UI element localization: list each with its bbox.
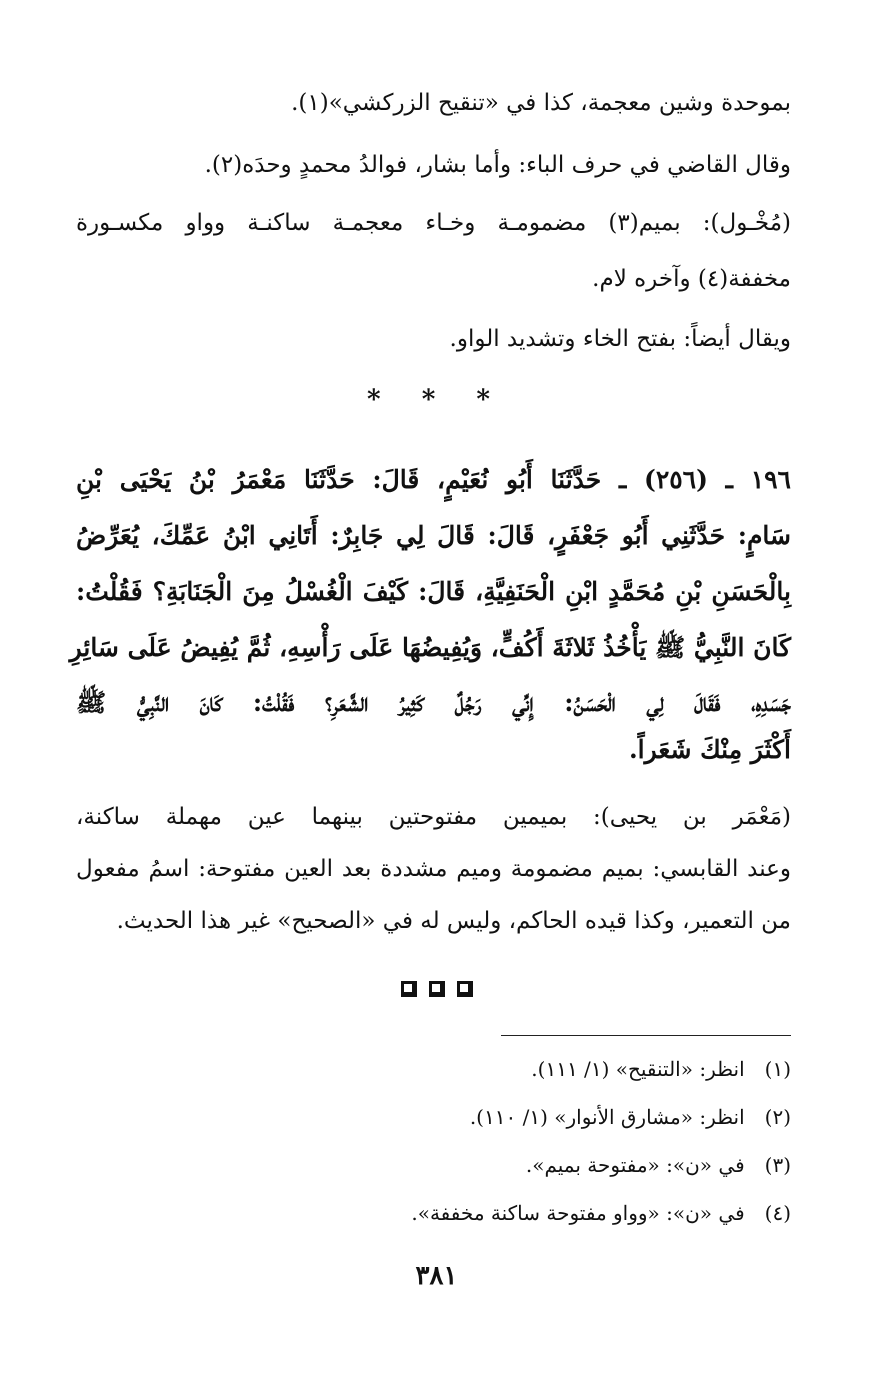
hadith-line-4: كَانَ النَّبِيُّ ﷺ يَأْخُذُ ثَلاثَةَ أَكُفٍّ، وَيُفِيضُهَا عَلَى رَأْسِهِ، ثُمَّ يُفِيضُ عَلَى سَائِرِ	[69, 633, 791, 662]
footnote-text: انظر: «مشارق الأنوار» (١/ ١١٠).	[469, 1105, 745, 1129]
body-line-3: (مُخْـول): بميم(٣) مضمومـة وخـاء معجمـة ساكنـة وواو مكسـورة	[76, 210, 791, 236]
footnote-text: في «ن»: «وواو مفتوحة ساكنة مخففة».	[411, 1201, 745, 1225]
commentary-line-2: وعند القابسي: بميم مضمومة وميم مشددة بعد العين مفتوحة: اسمُ مفعول	[76, 856, 791, 882]
hadith-line-2: سَامٍ: حَدَّثَنِي أَبُو جَعْفَرٍ، قَالَ: قَالَ لِي جَابِرٌ: أَتَانِي ابْنُ عَمِّكَ، يُعَرِّضُ	[76, 521, 791, 550]
footnote-number: (٤)	[764, 1201, 791, 1225]
footnote-number: (٢)	[764, 1105, 791, 1129]
footnote-text: انظر: «التنقيح» (١/ ١١١).	[531, 1057, 745, 1081]
footnote-number: (١)	[764, 1057, 791, 1081]
footnote-3	[526, 1150, 791, 1180]
footnote-1	[531, 1054, 791, 1084]
footnote-number: (٣)	[764, 1153, 791, 1177]
square-ornament-icon	[457, 981, 473, 997]
hadith-line-3: بِالْحَسَنِ بْنِ مُحَمَّدٍ ابْنِ الْحَنَفِيَّةِ، قَالَ: كَيْفَ الْغُسْلُ مِنَ الْجَنَابَةِ؟ فَقُلْتُ:	[76, 577, 791, 606]
square-ornament-icon	[429, 981, 445, 997]
section-separator-stars: * * *	[367, 385, 506, 415]
body-line-4: مخففة(٤) وآخره لام.	[592, 266, 791, 292]
footnote-4	[411, 1198, 791, 1228]
hadith-line-1: ١٩٦ ـ (٢٥٦) ـ حَدَّثَنَا أَبُو نُعَيْمٍ، قَالَ: حَدَّثَنَا مَعْمَرُ بْنُ يَحْيَى بْنِ	[76, 465, 791, 494]
footnote-text: في «ن»: «مفتوحة بميم».	[525, 1153, 745, 1177]
footnote-divider	[501, 1035, 791, 1036]
commentary-line-3: من التعمير، وكذا قيده الحاكم، وليس له في «الصحيح» غير هذا الحديث.	[116, 908, 791, 934]
hadith-line-6: أَكْثَرَ مِنْكَ شَعَراً.	[628, 735, 791, 764]
hadith-line-5: جَسَدِهِ، فَقَالَ لِي الْحَسَنُ: إِنِّي رَجُلٌ كَثِيرُ الشَّعَرِ؟ فَقُلْتُ: كَانَ النَّبِيُّ ﷺ	[76, 688, 791, 717]
section-end-boxes	[0, 981, 873, 997]
body-line-5: ويقال أيضاً: بفتح الخاء وتشديد الواو.	[449, 326, 791, 352]
square-ornament-icon	[401, 981, 417, 997]
commentary-line-1: (مَعْمَر بن يحيى): بميمين مفتوحتين بينهما عين مهملة ساكنة،	[76, 804, 791, 830]
body-line-1: بموحدة وشين معجمة، كذا في «تنقيح الزركشي»(١).	[291, 90, 791, 116]
footnote-2	[470, 1102, 791, 1132]
body-line-2: وقال القاضي في حرف الباء: وأما بشار، فوالدُ محمدٍ وحدَه(٢).	[204, 152, 791, 178]
page-number: ٣٨١	[415, 1261, 458, 1291]
